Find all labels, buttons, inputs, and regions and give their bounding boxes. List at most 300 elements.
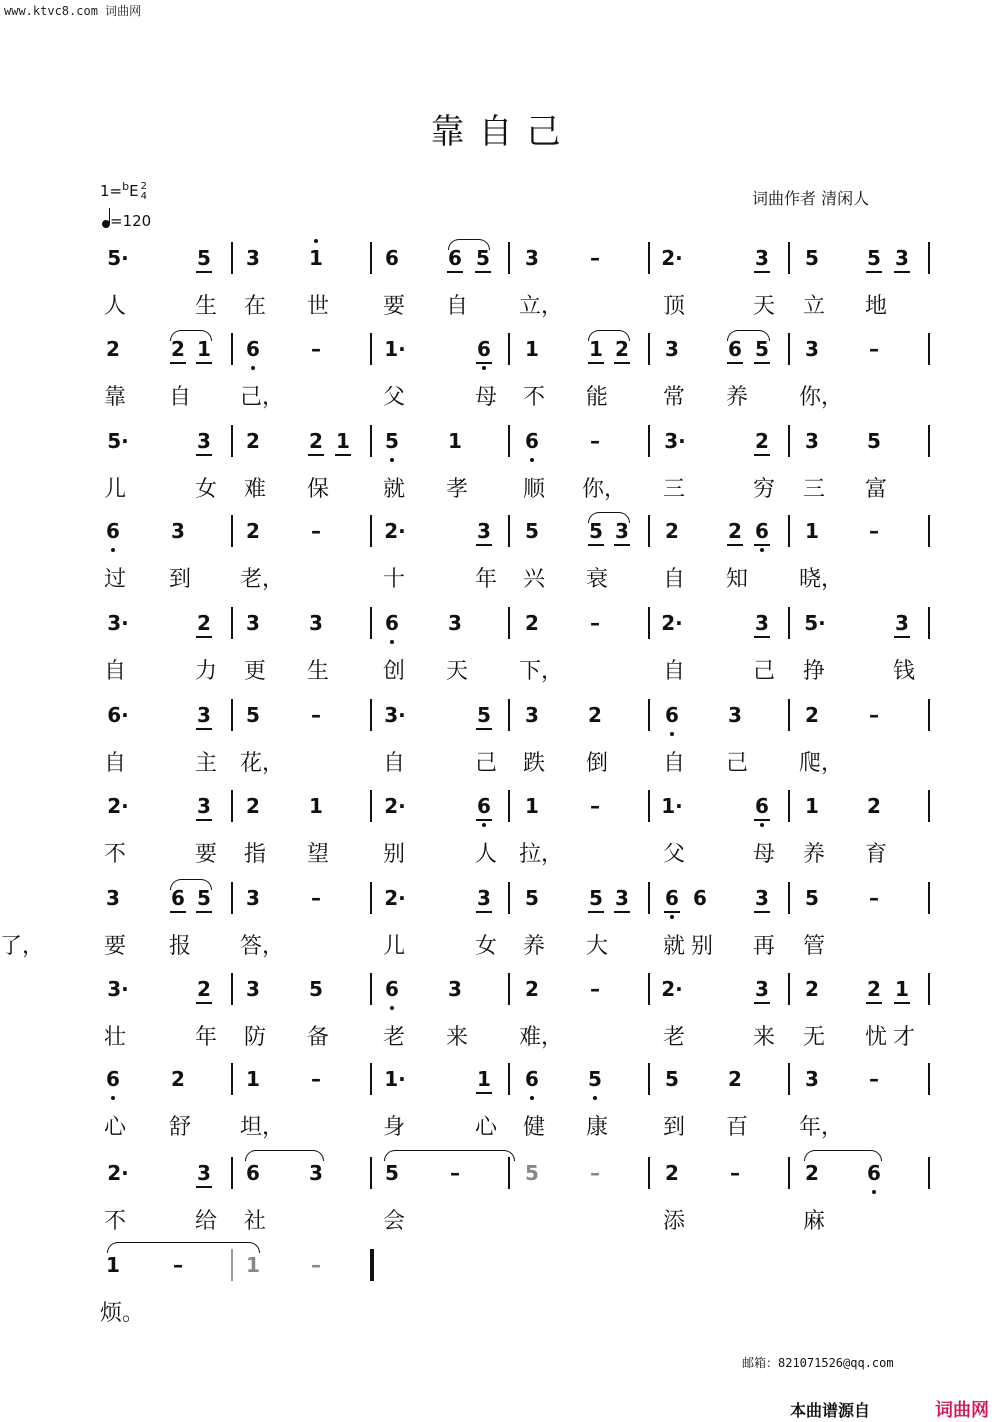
note: 5 <box>867 429 881 453</box>
note: 6 <box>659 885 685 911</box>
note: 2 <box>246 429 260 453</box>
lyric-char: 知 <box>725 567 748 592</box>
lyric-char: 烦。 <box>100 1301 145 1326</box>
barline <box>231 425 233 457</box>
barline <box>928 882 930 914</box>
lyric-char: 地 <box>864 294 887 319</box>
note: 6 <box>519 428 545 454</box>
note: 5 <box>805 246 819 270</box>
note: 5 <box>379 428 405 454</box>
note: 2 <box>525 977 539 1001</box>
lyric-char: 晓， <box>799 567 844 592</box>
note: 3 <box>665 337 679 361</box>
barline <box>648 515 650 547</box>
note: 6 <box>749 793 775 819</box>
note: 3 <box>191 702 217 728</box>
note: 6 <box>246 1161 260 1185</box>
note: 2· <box>661 977 683 1001</box>
lyric-char: 过 <box>103 567 126 592</box>
note: 6 <box>659 702 685 728</box>
barline <box>788 1157 790 1189</box>
note: 2 <box>861 976 887 1002</box>
lyric-char: 要 <box>194 842 217 867</box>
barline <box>648 242 650 274</box>
note: 5 <box>309 977 323 1001</box>
note: 6 <box>693 886 707 910</box>
note: 3 <box>525 703 539 727</box>
site-url[interactable]: www.ktvc8.com 词曲网 <box>4 4 142 18</box>
dash-note: – <box>590 794 600 818</box>
lyric-char: 母 <box>752 842 775 867</box>
barline <box>788 515 790 547</box>
slur <box>384 1150 515 1161</box>
note: 2 <box>246 794 260 818</box>
lyric-char: 要 <box>103 934 126 959</box>
lyric-char: 自 <box>662 751 685 776</box>
time-signature: 2 4 <box>140 180 147 202</box>
lyric-char: 坦， <box>240 1115 285 1140</box>
notation-row <box>0 1160 1005 1234</box>
note: 2 <box>722 518 748 544</box>
lyric-char: 自 <box>103 659 126 684</box>
lyric-char: 女 <box>194 477 217 502</box>
key-signature: 1=$^b$E 2 4 <box>100 180 147 202</box>
lyric-char: 望 <box>306 842 329 867</box>
dash-note: – <box>869 886 879 910</box>
lyric-char: 指 <box>243 842 266 867</box>
lyric-char: 不 <box>103 1209 126 1234</box>
lyric-char: 康 <box>585 1115 608 1140</box>
lyric-char: 人 <box>474 842 497 867</box>
dash-note: – <box>311 337 321 361</box>
note: 3 <box>609 885 635 911</box>
notation-row <box>0 1066 1005 1140</box>
lyric-char: 立， <box>519 294 564 319</box>
note: 5 <box>246 703 260 727</box>
lyric-char: 生 <box>194 294 217 319</box>
barline <box>370 1157 372 1189</box>
lyric-char: 不 <box>103 842 126 867</box>
note: 3 <box>448 611 462 635</box>
barline <box>231 1157 233 1189</box>
lyric-char: 衰 <box>585 567 608 592</box>
note: 5 <box>583 518 609 544</box>
lyric-char: 女 <box>474 934 497 959</box>
barline <box>928 1063 930 1095</box>
note: 6 <box>165 885 191 911</box>
lyric-char: 报 <box>168 934 191 959</box>
lyric-char: 母 <box>474 385 497 410</box>
barline <box>370 1063 372 1095</box>
barline <box>508 515 510 547</box>
lyric-char: 大 <box>585 934 608 959</box>
notation-row <box>0 428 1005 502</box>
lyric-char: 己 <box>474 751 497 776</box>
lyric-char: 忧 <box>864 1025 887 1050</box>
note: 2 <box>609 336 635 362</box>
lyric-char: 养 <box>802 842 825 867</box>
lyric-char: 来 <box>752 1025 775 1050</box>
note: 2 <box>805 1161 819 1185</box>
barline <box>508 699 510 731</box>
lyric-char: 儿 <box>103 477 126 502</box>
lyric-char: 麻 <box>802 1209 825 1234</box>
lyric-char: 生 <box>306 659 329 684</box>
barline <box>508 882 510 914</box>
lyric-char: 挣 <box>802 659 825 684</box>
barline <box>231 1249 233 1281</box>
lyric-char: 更 <box>243 659 266 684</box>
lyric-char: 顶 <box>662 294 685 319</box>
lyric-char: 到 <box>662 1115 685 1140</box>
note: 5 <box>582 1066 608 1092</box>
barline <box>508 242 510 274</box>
dash-note: – <box>590 611 600 635</box>
dash-note: – <box>590 429 600 453</box>
lyric-char: 壮 <box>103 1025 126 1050</box>
note: 5 <box>749 336 775 362</box>
barline <box>928 425 930 457</box>
lyric-char: 添 <box>662 1209 685 1234</box>
barline <box>508 607 510 639</box>
song-title: 靠自己 <box>430 112 575 152</box>
lyric-char: 自 <box>382 751 405 776</box>
barline <box>370 333 372 365</box>
note: 3 <box>448 977 462 1001</box>
lyric-char: 自 <box>662 567 685 592</box>
note: 2 <box>191 976 217 1002</box>
barline <box>928 973 930 1005</box>
note: 6 <box>385 246 399 270</box>
lyric-char: 穷 <box>752 477 775 502</box>
lyric-char: 兴 <box>522 567 545 592</box>
dash-note: – <box>869 703 879 727</box>
note: 1 <box>448 429 462 453</box>
lyric-char: 年 <box>194 1025 217 1050</box>
lyric-char: 年 <box>474 567 497 592</box>
barline <box>231 973 233 1005</box>
lyric-char: 天 <box>445 659 468 684</box>
note: 3· <box>384 703 406 727</box>
note: 3 <box>246 886 260 910</box>
barline <box>370 242 372 274</box>
notation-row <box>0 1252 1005 1326</box>
note: 1 <box>583 336 609 362</box>
note: 1 <box>525 794 539 818</box>
note: 2 <box>867 794 881 818</box>
lyric-char: 别 <box>382 842 405 867</box>
note: 6 <box>100 1066 126 1092</box>
note: 3 <box>309 1161 323 1185</box>
note: 2 <box>246 519 260 543</box>
note: 3 <box>246 611 260 635</box>
barline <box>231 515 233 547</box>
note: 5 <box>861 245 887 271</box>
barline <box>788 1063 790 1095</box>
lyric-char: 己， <box>240 385 285 410</box>
lyric-char: 你， <box>582 477 627 502</box>
lyric-char: 三 <box>662 477 685 502</box>
lyric-char: 下， <box>519 659 564 684</box>
slur <box>588 330 630 341</box>
note: 2· <box>107 1161 129 1185</box>
notation-row <box>0 245 1005 319</box>
note: 3 <box>805 429 819 453</box>
lyric-char: 心 <box>103 1115 126 1140</box>
note: 2 <box>805 977 819 1001</box>
lyric-char: 答， <box>240 934 285 959</box>
lyric-char: 养 <box>522 934 545 959</box>
barline <box>928 699 930 731</box>
lyric-char: 养 <box>725 385 748 410</box>
barline <box>788 699 790 731</box>
barline <box>648 425 650 457</box>
slur <box>727 330 770 341</box>
barline <box>231 242 233 274</box>
note: 6 <box>471 336 497 362</box>
lyric-char: 年， <box>799 1115 844 1140</box>
note: 5 <box>470 245 496 271</box>
note: 1 <box>191 336 217 362</box>
lyric-char: 常 <box>662 385 685 410</box>
barline <box>648 790 650 822</box>
barline <box>648 699 650 731</box>
lyric-char: 自 <box>662 659 685 684</box>
note: 5 <box>191 885 217 911</box>
lyric-char: 能 <box>585 385 608 410</box>
note: 2 <box>749 428 775 454</box>
note: 3 <box>805 337 819 361</box>
notation-row <box>0 610 1005 684</box>
lyric-char: 三 <box>802 477 825 502</box>
note: 3 <box>749 976 775 1002</box>
barline <box>788 790 790 822</box>
note: 5 <box>525 886 539 910</box>
lyric-char: 己 <box>752 659 775 684</box>
barline <box>231 790 233 822</box>
note: 6 <box>471 793 497 819</box>
note: 6 <box>519 1066 545 1092</box>
note: 3· <box>664 429 686 453</box>
note: 5 <box>583 885 609 911</box>
notation-row <box>0 518 1005 592</box>
dash-note: – <box>869 1067 879 1091</box>
slur <box>245 1150 324 1161</box>
lyric-char: 爬， <box>799 751 844 776</box>
note: 5· <box>804 611 826 635</box>
note: 5 <box>191 245 217 271</box>
dash-note: – <box>311 703 321 727</box>
lyric-char: 难 <box>243 477 266 502</box>
note: 3 <box>728 703 742 727</box>
notation-row <box>0 976 1005 1050</box>
barline <box>928 790 930 822</box>
lyric-char: 父 <box>662 842 685 867</box>
final-barline <box>370 1249 374 1281</box>
quarter-note-icon <box>102 220 110 228</box>
barline <box>231 333 233 365</box>
lyric-char: 富 <box>864 477 887 502</box>
lyric-char: 就 <box>382 477 405 502</box>
note: 2· <box>384 794 406 818</box>
composer-credit: 词曲作者 清闲人 <box>752 189 870 208</box>
barline <box>370 607 372 639</box>
tempo-mark: =120 <box>102 212 151 230</box>
note: 2· <box>107 794 129 818</box>
note: 2 <box>106 337 120 361</box>
note: 1 <box>106 1253 120 1277</box>
lyric-char: 在 <box>243 294 266 319</box>
lyric-char: 世 <box>306 294 329 319</box>
lyric-char: 管 <box>802 934 825 959</box>
slur <box>170 330 212 341</box>
note: 1 <box>805 519 819 543</box>
note: 1 <box>246 1253 260 1277</box>
lyric-char: 力 <box>194 659 217 684</box>
lyric-char: 十 <box>382 567 405 592</box>
dash-note: – <box>450 1161 460 1185</box>
barline <box>788 333 790 365</box>
slur <box>170 879 212 890</box>
note: 2 <box>191 610 217 636</box>
note: 3 <box>471 518 497 544</box>
note: 2· <box>661 611 683 635</box>
note: 3 <box>805 1067 819 1091</box>
note: 6 <box>379 610 405 636</box>
note: 6 <box>240 336 266 362</box>
note: 3 <box>749 885 775 911</box>
barline <box>370 699 372 731</box>
note: 3 <box>889 610 915 636</box>
note: 3 <box>246 977 260 1001</box>
notation-row <box>0 885 1005 959</box>
note: 3 <box>525 246 539 270</box>
barline <box>648 973 650 1005</box>
source-logo[interactable]: 词曲网 <box>935 1400 989 1421</box>
barline <box>508 1063 510 1095</box>
slur <box>804 1150 882 1161</box>
note: 3 <box>171 519 185 543</box>
barline <box>508 425 510 457</box>
lyric-char: 拉， <box>519 842 564 867</box>
barline <box>370 515 372 547</box>
dash-note: – <box>173 1253 183 1277</box>
lyric-char: 跌 <box>522 751 545 776</box>
lyric-char: 老 <box>382 1025 405 1050</box>
barline <box>928 1157 930 1189</box>
note: 3· <box>107 977 129 1001</box>
barline <box>648 333 650 365</box>
barline <box>231 699 233 731</box>
note: 3 <box>749 245 775 271</box>
lyric-char: 不 <box>522 385 545 410</box>
lyric-char: 才 <box>892 1025 915 1050</box>
note: 6 <box>749 518 775 544</box>
note: 2 <box>165 336 191 362</box>
note: 5 <box>525 519 539 543</box>
barline <box>928 333 930 365</box>
barline <box>648 1063 650 1095</box>
lyric-char: 心 <box>474 1115 497 1140</box>
slur <box>588 512 630 523</box>
lyric-char: 无 <box>802 1025 825 1050</box>
barline <box>231 1063 233 1095</box>
lyric-char: 倒 <box>585 751 608 776</box>
lyric-char: 顺 <box>522 477 545 502</box>
note: 2 <box>588 703 602 727</box>
note: 2 <box>171 1067 185 1091</box>
note: 1 <box>309 794 323 818</box>
note: 2 <box>525 611 539 635</box>
barline <box>788 973 790 1005</box>
note: 5 <box>805 886 819 910</box>
lyric-char: 自 <box>445 294 468 319</box>
notation-row <box>0 793 1005 867</box>
barline <box>231 882 233 914</box>
barline <box>928 515 930 547</box>
note: 3 <box>889 245 915 271</box>
lyric-char: 己 <box>725 751 748 776</box>
lyric-char: 天 <box>752 294 775 319</box>
barline <box>788 882 790 914</box>
barline <box>370 425 372 457</box>
note: 2 <box>728 1067 742 1091</box>
note: 1 <box>525 337 539 361</box>
note: 3 <box>471 885 497 911</box>
barline <box>648 607 650 639</box>
lyric-char: 难， <box>519 1025 564 1050</box>
barline <box>788 607 790 639</box>
lyric-char: 防 <box>243 1025 266 1050</box>
lyric-char: 花， <box>240 751 285 776</box>
lyric-char: 给 <box>194 1209 217 1234</box>
lyric-char: 主 <box>194 751 217 776</box>
note: 5 <box>385 1161 399 1185</box>
note: 3· <box>107 611 129 635</box>
barline <box>928 607 930 639</box>
dash-note: – <box>869 337 879 361</box>
lyric-char: 到 <box>168 567 191 592</box>
barline <box>370 973 372 1005</box>
lyric-char: 父 <box>382 385 405 410</box>
barline <box>508 1157 510 1189</box>
note: 3 <box>106 886 120 910</box>
dash-note: – <box>311 1067 321 1091</box>
note: 2· <box>384 886 406 910</box>
lyric-char: 来 <box>445 1025 468 1050</box>
slur <box>448 239 490 250</box>
note: 3 <box>309 611 323 635</box>
lyric-char: 健 <box>522 1115 545 1140</box>
note: 5· <box>107 246 129 270</box>
note: 6 <box>442 245 468 271</box>
note: 6· <box>107 703 129 727</box>
barline <box>508 333 510 365</box>
lyric-char: 百 <box>725 1115 748 1140</box>
barline <box>648 1157 650 1189</box>
notation-row <box>0 702 1005 776</box>
note: 1 <box>246 1067 260 1091</box>
note: 2 <box>805 703 819 727</box>
lyric-char: 育 <box>864 842 887 867</box>
note: 1 <box>889 976 915 1002</box>
barline <box>508 790 510 822</box>
lyric-char: 人 <box>103 294 126 319</box>
note: 1· <box>661 794 683 818</box>
lyric-char: 舒 <box>168 1115 191 1140</box>
note: 1 <box>471 1066 497 1092</box>
source-label: 本曲谱源自 <box>790 1401 871 1420</box>
